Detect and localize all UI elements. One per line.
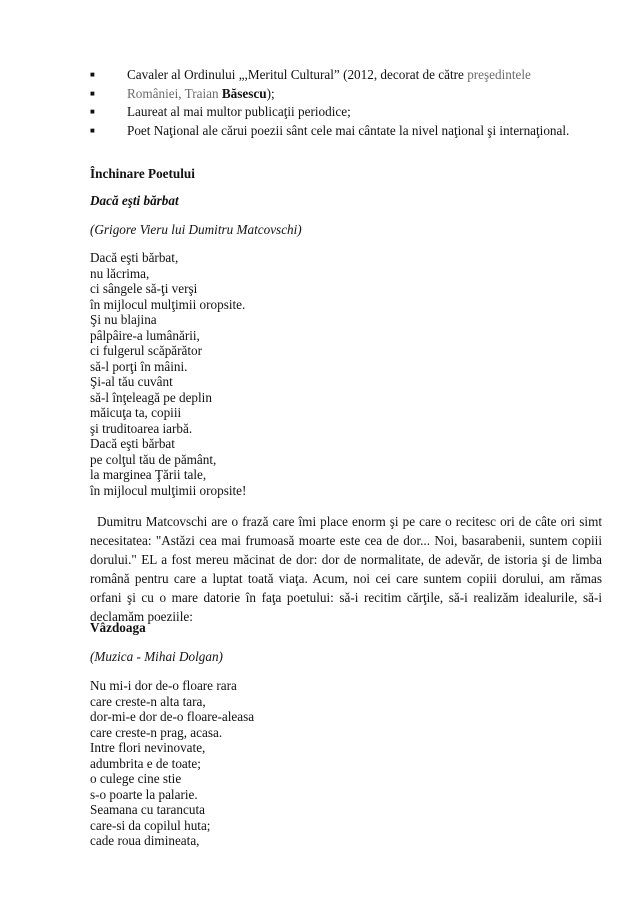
poem-line: pâlpâire-a lumânării, — [90, 327, 200, 343]
poem-line: care-si da copilul huta; — [90, 817, 211, 833]
poem-line: Şi-al tău cuvânt — [90, 374, 173, 389]
poem-line: Dacă eşti bărbat — [90, 436, 175, 451]
poem-line: care creste-n prag, acasa. — [90, 724, 223, 740]
poem-line: Intre flori nevinovate, — [90, 740, 206, 755]
poem-line: să-l porţi în mâini. — [90, 358, 188, 374]
poem-body — [90, 678, 602, 849]
section-heading: Închinare Poetului — [90, 166, 195, 181]
poem-line: măicuţa ta, copiii — [90, 405, 182, 420]
poem-line: în mijlocul mulţimii oropsite! — [90, 482, 247, 498]
poem-line: în mijlocul mulţimii oropsite. — [90, 296, 246, 312]
poem-line: o culege cine stie — [90, 771, 182, 786]
list-item: ■ României, Traian Băsescu); — [0, 85, 638, 104]
poem-title: Dacă eşti bărbat — [90, 193, 179, 208]
poem-line: şi truditoarea iarbă. — [90, 420, 193, 436]
poem-line: s-o poarte la palarie. — [90, 786, 198, 802]
square-bullet-icon: ■ — [90, 70, 95, 79]
poem-line: care creste-n alta tara, — [90, 693, 206, 709]
square-bullet-icon: ■ — [90, 125, 95, 135]
poem-line: nu lăcrima, — [90, 265, 150, 281]
list-item: ■ Poet Naţional ale cărui poezii sânt cele mai cântate la nivel naţional şi internaţional. — [0, 122, 638, 141]
poem-line: Seamana cu tarancuta — [90, 802, 205, 817]
poem-line: ci fulgerul scăpărător — [90, 343, 203, 358]
paragraph: Dumitru Matcovschi are o frază care îmi place enorm şi pe care o recitesc ori de câte ori simt necesitatea: "Astăzi cea mai frumoasă moarte este cea de dor... Noi, basarabenii, suntem copiii dorului." EL a fost mereu măcinat de dor: dor de normalitate, de adevăr, de istoria şi de limba română pentru care a luptat toată viaţa. Acum, noi cei care suntem copiii dorului, am rămas orfani şi cu o mare datorie în faţa poetului: să-i recitim cărţile, să-i realizăm idealurile, să-i declamăm poeziile: — [90, 514, 602, 624]
poem-title: Vâzdoaga — [90, 620, 146, 635]
poem-line: ci sângele să-ţi verşi — [90, 281, 198, 296]
poem-subtitle: (Muzica - Mihai Dolgan) — [90, 649, 223, 664]
poem-subtitle: (Grigore Vieru lui Dumitru Matcovschi) — [90, 222, 302, 237]
poem-line: Şi nu blajina — [90, 312, 157, 327]
poem-line: la marginea Ţării tale, — [90, 467, 207, 482]
poem-line: să-l înţeleagă pe deplin — [90, 389, 212, 405]
square-bullet-icon: ■ — [90, 107, 95, 116]
poem-line: pe colţul tău de pământ, — [90, 451, 217, 467]
list-item: ■ Cavaler al Ordinului „,Meritul Cultural” (2012, decorat de către preşedintele — [0, 66, 638, 85]
poem-line: Nu mi-i dor de-o floare rara — [90, 678, 237, 693]
list-item: ■ Laureat al mai multor publicaţii periodice; — [0, 103, 638, 122]
bullet-list — [0, 66, 638, 140]
square-bullet-icon: ■ — [90, 88, 95, 98]
poem-line: cade roua dimineata, — [90, 833, 200, 848]
poem-line: Dacă eşti bărbat, — [90, 250, 179, 265]
poem-body — [90, 250, 602, 498]
poem-line: adumbrita e de toate; — [90, 755, 201, 771]
poem-line: dor-mi-e dor de-o floare-aleasa — [90, 709, 255, 724]
